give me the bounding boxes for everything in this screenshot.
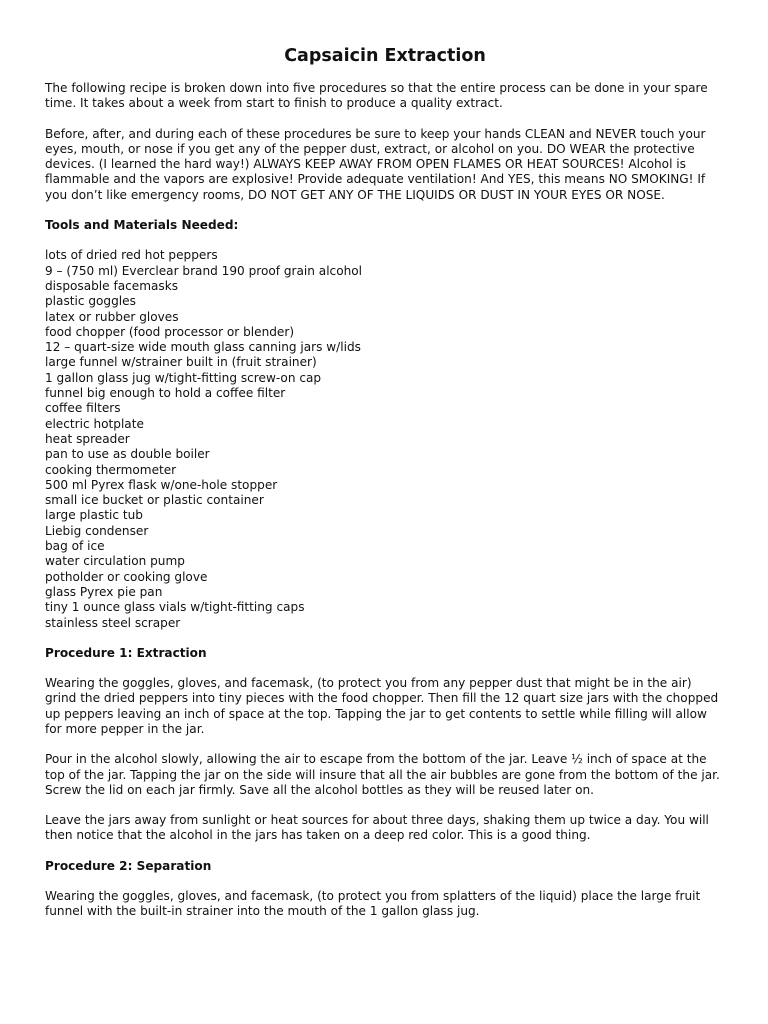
list-item: heat spreader [45, 431, 130, 446]
list-item: Liebig condenser [45, 523, 149, 538]
list-item: large funnel w/strainer built in (fruit strainer) [45, 355, 317, 370]
list-item: lots of dried red hot peppers [45, 248, 218, 263]
list-item: water circulation pump [45, 554, 185, 569]
procedure-2-paragraph: Wearing the goggles, gloves, and facemask, (to protect you from splatters of the liquid) place the large fruit funnel with the built-in strainer into the mouth of the 1 gallon glass jug. [45, 889, 701, 919]
list-item: electric hotplate [45, 416, 144, 431]
materials-heading: Tools and Materials Needed: [45, 218, 239, 233]
list-item: small ice bucket or plastic container [45, 493, 264, 508]
list-item: funnel big enough to hold a coffee filter [45, 386, 286, 401]
list-item: large plastic tub [45, 508, 143, 523]
safety-warning-paragraph: Before, after, and during each of these procedures be sure to keep your hands CLEAN and NEVER touch your eyes, mouth, or nose if you get any of the pepper dust, extract, or alcohol on you. DO WEAR the protective devices. (I learned the hard way!) ALWAYS KEEP AWAY FROM OPEN FLAMES OR HEAT SOURCES! Alcohol is flammable and the vapors are explosive! Provide adequate ventilation! And YES, this means NO SMOKING! If you don’t like emergency rooms, DO NOT GET ANY OF THE LIQUIDS OR DUST IN YOUR EYES OR NOSE. [45, 126, 706, 202]
list-item: food chopper (food processor or blender) [45, 324, 295, 339]
materials-list [45, 248, 725, 630]
list-item: latex or rubber gloves [45, 309, 179, 324]
list-item: glass Pyrex pie pan [45, 584, 163, 599]
list-item: stainless steel scraper [45, 615, 181, 630]
list-item: disposable facemasks [45, 278, 179, 293]
document-title: Capsaicin Extraction [284, 46, 486, 66]
list-item: bag of ice [45, 539, 105, 554]
list-item: potholder or cooking glove [45, 569, 208, 584]
list-item: coffee filters [45, 401, 121, 416]
procedure-2-heading: Procedure 2: Separation [45, 858, 212, 873]
list-item: 500 ml Pyrex flask w/one-hole stopper [45, 477, 278, 492]
list-item: 12 – quart-size wide mouth glass canning jars w/lids [45, 340, 361, 355]
list-item: plastic goggles [45, 294, 136, 309]
document-page [45, 44, 725, 935]
procedure-1-paragraph: Leave the jars away from sunlight or heat sources for about three days, shaking them up twice a day. You will then notice that the alcohol in the jars has taken on a deep red color. This is a good thing. [45, 813, 709, 843]
list-item: pan to use as double boiler [45, 447, 210, 462]
procedure-1-heading: Procedure 1: Extraction [45, 645, 207, 660]
procedure-1-paragraph: Wearing the goggles, gloves, and facemask, (to protect you from any pepper dust that might be in the air) grind the dried peppers into tiny pieces with the food chopper. Then fill the 12 quart size jars with the chopped up peppers leaving an inch of space at the top. Tapping the jar to get contents to settle while filling will allow for more pepper in the jar. [45, 676, 719, 736]
list-item: 9 – (750 ml) Everclear brand 190 proof grain alcohol [45, 263, 363, 278]
procedure-1-paragraph: Pour in the alcohol slowly, allowing the air to escape from the bottom of the jar. Leave ½ inch of space at the top of the jar. Tapping the jar on the side will insure that all the air bubbles are gone from the bottom of the jar. Screw the lid on each jar firmly. Save all the alcohol bottles as they will be reused later on. [45, 752, 720, 797]
intro-paragraph: The following recipe is broken down into five procedures so that the entire process can be done in your spare time. It takes about a week from start to finish to produce a quality extract. [45, 81, 708, 111]
list-item: cooking thermometer [45, 462, 177, 477]
list-item: tiny 1 ounce glass vials w/tight-fitting caps [45, 600, 305, 615]
list-item: 1 gallon glass jug w/tight-fitting screw-on cap [45, 370, 322, 385]
